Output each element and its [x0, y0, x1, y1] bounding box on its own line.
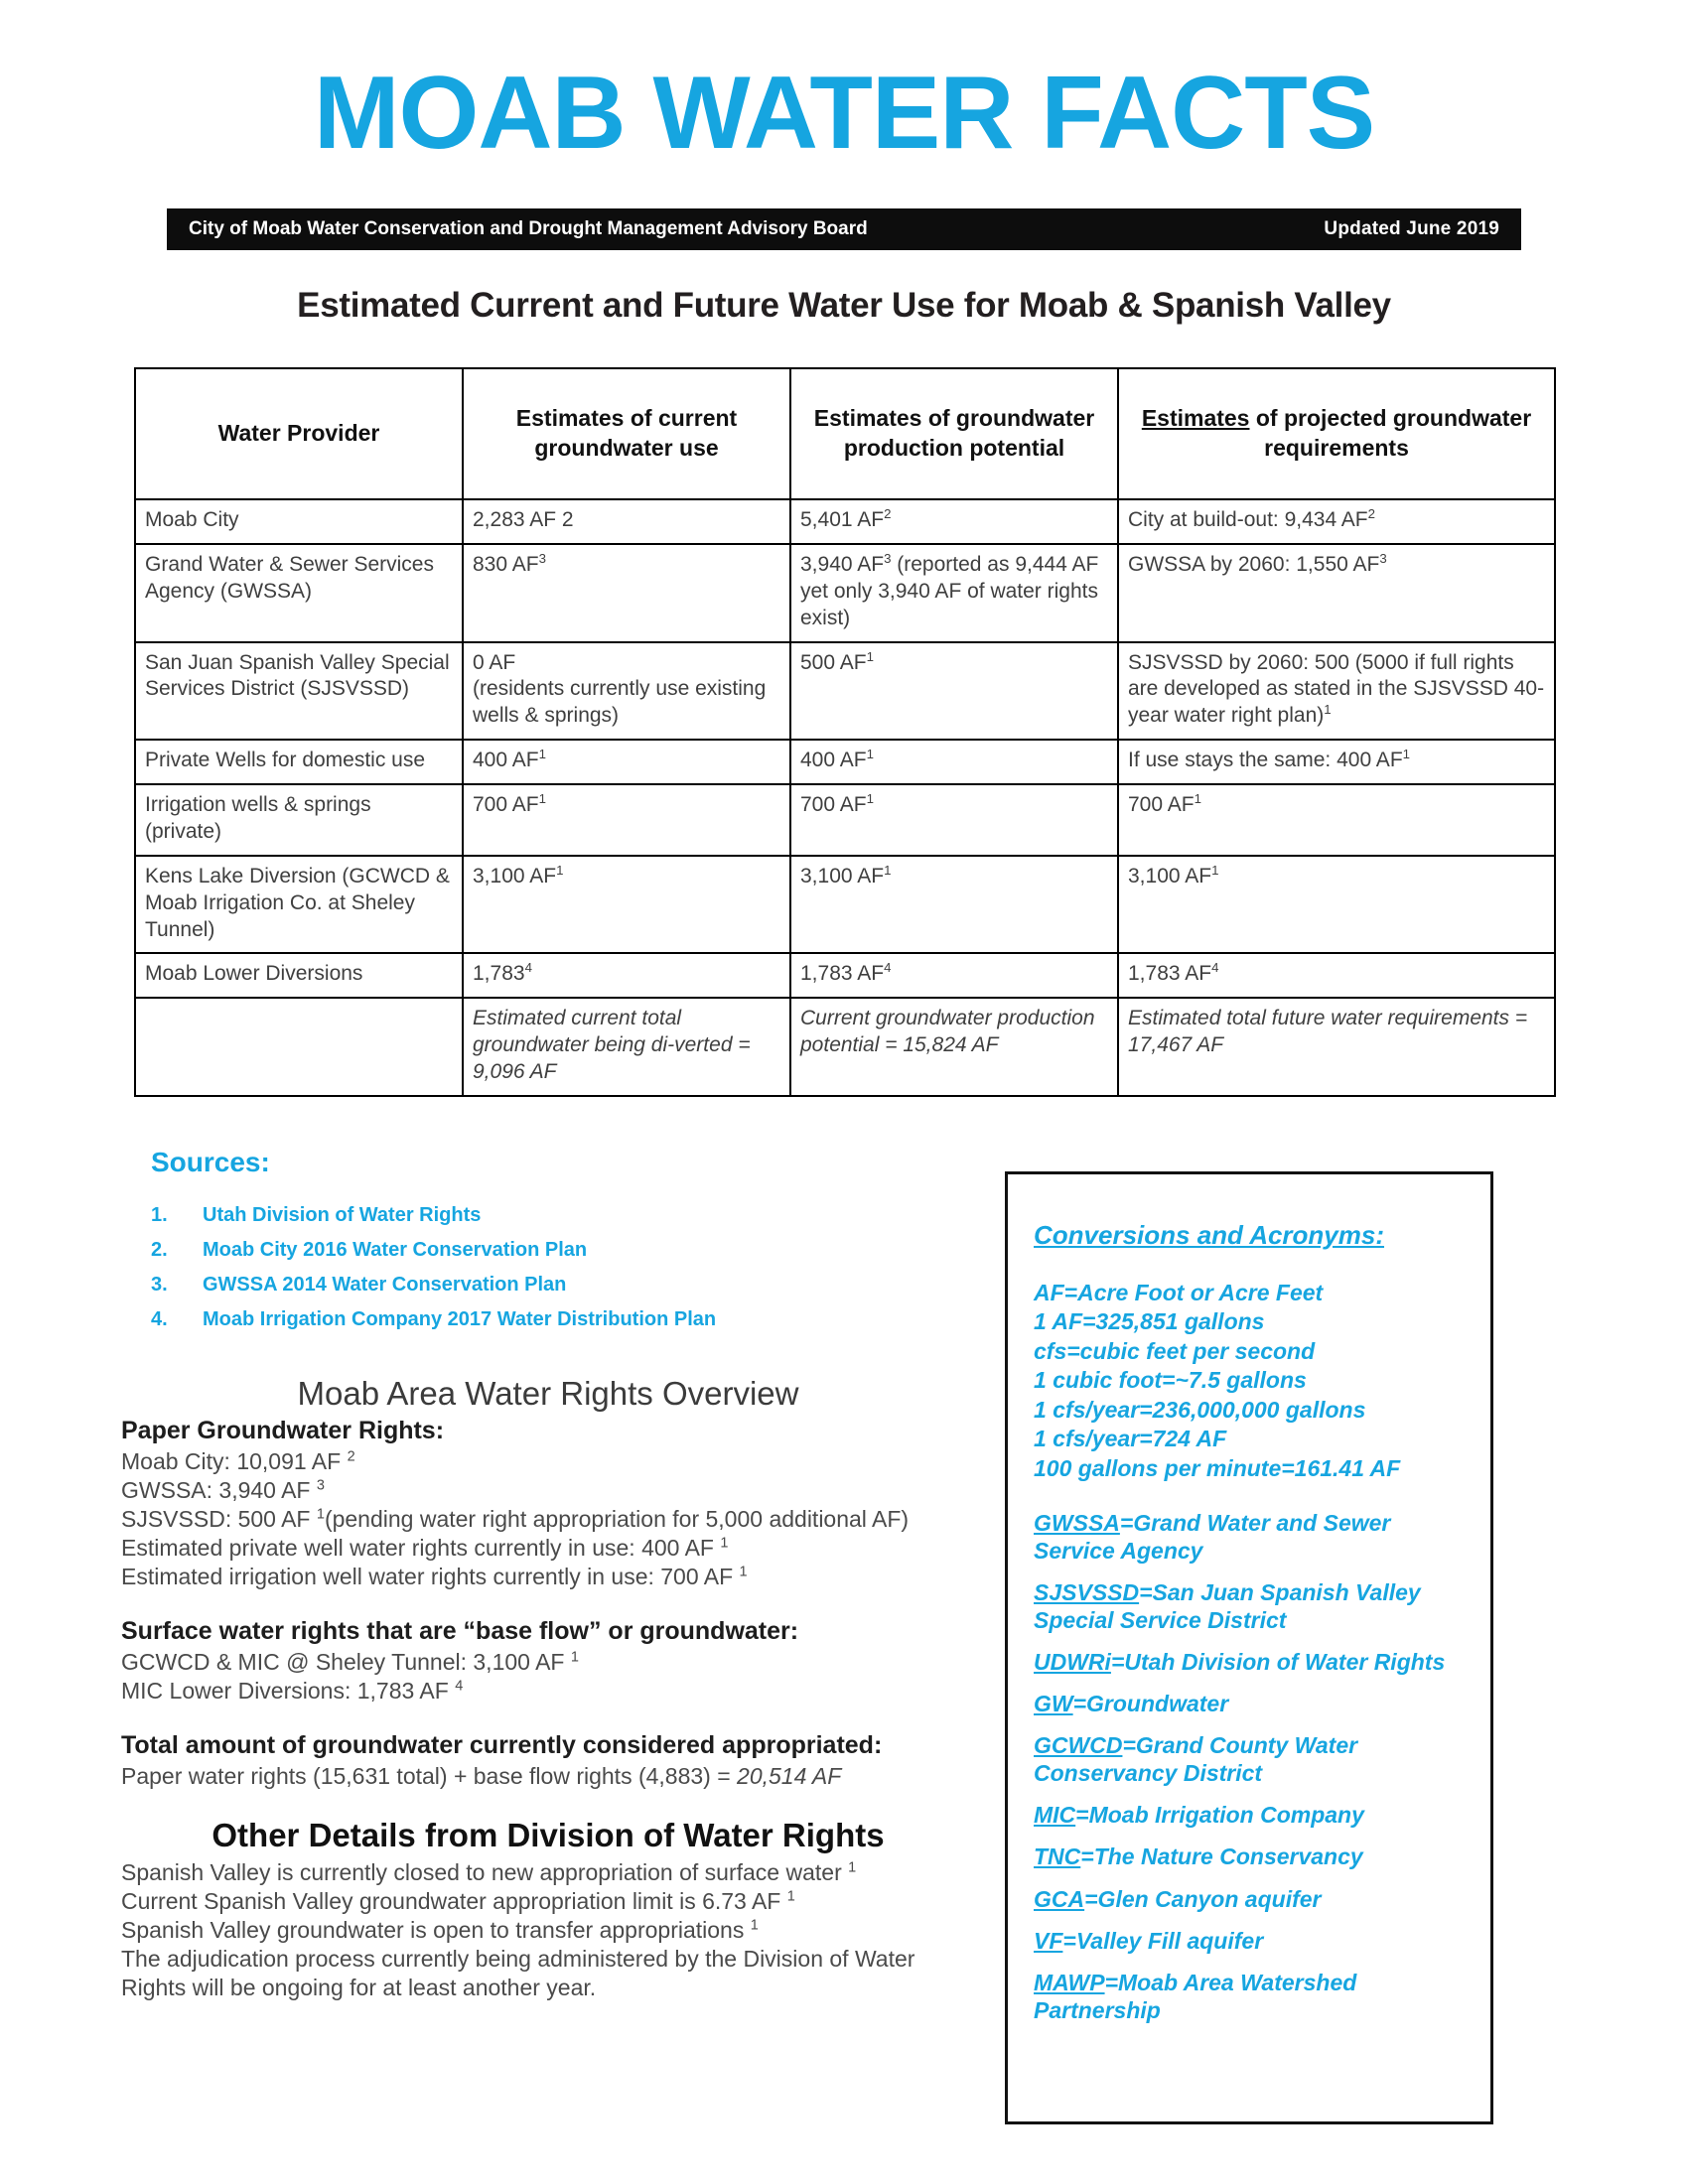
sources-title: Sources: [151, 1147, 270, 1177]
cell-current-use: 3,100 $AF^1$ [463, 856, 790, 954]
acronym-value: =Moab Area Watershed Partnership [1034, 1969, 1357, 2023]
sources-section [151, 1147, 965, 1343]
cell-projected-requirements: City at build-out: 9,434 $AF^2$ [1118, 499, 1555, 544]
page-title: MOAB WATER FACTS [313, 56, 1375, 171]
conversions-list [1034, 1279, 1465, 1483]
col-header-production-potential: Estimates of groundwater production potential [790, 368, 1118, 499]
sources-list [151, 1204, 965, 1331]
col-header-current-use: Estimates of current groundwater use [463, 368, 790, 499]
paper-rights-line: SJSVSSD: 500 AF $^1$(pending water right appropriation for 5,000 additional AF) [121, 1505, 910, 1532]
acronym-line [1034, 1843, 1465, 1870]
conversions-acronyms-box [1005, 1171, 1493, 2124]
cell-production-potential: 3,100 $AF^1$ [790, 856, 1118, 954]
spacer [121, 1706, 975, 1731]
acronym-value: =Glen Canyon aquifer [1084, 1885, 1322, 1912]
total-appropriated-label: Total amount of groundwater currently considered appropriated: [121, 1730, 883, 1759]
table-row [135, 856, 1555, 954]
spacer [1034, 1483, 1465, 1509]
cell-provider: San Juan Spanish Valley Special Services District (SJSVSSD) [135, 642, 463, 741]
paper-rights-line: Estimated irrigation well water rights currently in use: 700 AF $^1$ [121, 1563, 748, 1589]
paper-rights-lines [121, 1447, 975, 1591]
source-list-item [151, 1204, 965, 1227]
acronym-key: MAWP [1034, 1969, 1105, 1995]
total-head: Paper water rights (15,631 total) + base flow rights (4,883) = [121, 1762, 738, 1789]
source-number: 3. [151, 1274, 168, 1296]
cell-current-use: 400 $AF^1$ [463, 740, 790, 784]
acronym-key: VF [1034, 1927, 1063, 1954]
surface-rights-line: MIC Lower Diversions: 1,783 AF $^4$ [121, 1677, 464, 1704]
conversion-line: 100 gallons per minute=161.41 AF [1034, 1454, 1401, 1481]
banner [167, 208, 1521, 250]
acronym-key: GW [1034, 1691, 1073, 1717]
surface-rights-label: Surface water rights that are “base flow” or groundwater: [121, 1616, 799, 1645]
paper-rights-line: GWSSA: 3,940 AF $^3$ [121, 1476, 325, 1503]
section-subtitle: Estimated Current and Future Water Use for Moab & Spanish Valley [297, 286, 1391, 325]
conversions-box-title: Conversions and Acronyms: [1034, 1220, 1385, 1250]
acronym-value: =Groundwater [1072, 1691, 1229, 1717]
cell-current-use: 1,783$^4$ [463, 953, 790, 998]
cell-production-potential: 500 $AF^1$ [790, 642, 1118, 741]
table-row [135, 784, 1555, 856]
acronym-line [1034, 1927, 1465, 1955]
cell-current-use: 830 $AF^3$ [463, 544, 790, 642]
banner-updated-date: Updated June 2019 [1324, 218, 1499, 239]
acronym-key: UDWRi [1034, 1649, 1111, 1676]
cell-projected-requirements: 700 $AF^1$ [1118, 784, 1555, 856]
acronym-value: =The Nature Conservancy [1080, 1843, 1363, 1870]
conversion-line: 1 cfs/year=724 AF [1034, 1426, 1227, 1452]
table-body [135, 499, 1555, 1096]
table-row [135, 544, 1555, 642]
acronym-key: SJSVSSD [1034, 1579, 1140, 1606]
cell-summary-current: Estimated current total groundwater being di-verted = 9,096 AF [463, 998, 790, 1096]
acronym-line [1034, 1509, 1465, 1565]
source-number: 2. [151, 1239, 168, 1261]
overview-heading: Moab Area Water Rights Overview [297, 1375, 799, 1412]
acronyms-list [1034, 1509, 1465, 2024]
other-details-line: Spanish Valley groundwater is open to transfer appropriations $^1$ [121, 1916, 759, 1943]
water-use-table-wrap [134, 367, 1554, 1097]
cell-provider: Grand Water & Sewer Services Agency (GWSSA) [135, 544, 463, 642]
source-number: 4. [151, 1308, 168, 1330]
cell-current-use: 0 AF (residents currently use existing wells & springs) [463, 642, 790, 741]
source-list-item [151, 1308, 965, 1331]
left-column [121, 1375, 975, 2002]
acronym-key: MIC [1034, 1802, 1076, 1829]
table-row [135, 642, 1555, 741]
conversion-line: 1 cubic foot=~7.5 gallons [1034, 1367, 1307, 1394]
table-row [135, 740, 1555, 784]
acronym-key: TNC [1034, 1843, 1081, 1870]
conversion-line: cfs=cubic feet per second [1034, 1337, 1316, 1364]
paper-rights-line: Estimated private well water rights currently in use: 400 AF $^1$ [121, 1534, 729, 1561]
acronym-key: GWSSA [1034, 1510, 1120, 1537]
acronym-key: GCWCD [1034, 1732, 1123, 1759]
acronym-line [1034, 1801, 1465, 1829]
surface-rights-lines [121, 1648, 975, 1706]
paper-rights-line: Moab City: 10,091 AF $^2$ [121, 1448, 355, 1474]
total-value: 20,514 AF [737, 1762, 842, 1789]
acronym-value: =Valley Fill aquifer [1062, 1927, 1264, 1954]
source-label: Utah Division of Water Rights [203, 1204, 482, 1226]
acronym-key: GCA [1034, 1885, 1085, 1912]
source-list-item [151, 1274, 965, 1297]
cell-projected-requirements: 1,783 $AF^4$ [1118, 953, 1555, 998]
conversion-line: AF=Acre Foot or Acre Feet [1034, 1280, 1324, 1305]
cell-provider: Moab Lower Diversions [135, 953, 463, 998]
cell-production-potential: 400 $AF^1$ [790, 740, 1118, 784]
source-number: 1. [151, 1204, 168, 1226]
masthead [0, 0, 1688, 171]
table-row [135, 953, 1555, 998]
cell-projected-requirements: SJSVSSD by 2060: 500 (5000 if full rights are developed as stated in the SJSVSSD 40-year water right plan)$^1$ [1118, 642, 1555, 741]
acronym-value: =Grand Water and Sewer Service Agency [1034, 1510, 1391, 1565]
acronym-line [1034, 1969, 1465, 2024]
surface-rights-line: GCWCD & MIC @ Sheley Tunnel: 3,100 AF $^1$ [121, 1648, 579, 1675]
cell-production-potential: 3,940 $AF^3$ (reported as 9,444 AF yet only 3,940 AF of water rights exist) [790, 544, 1118, 642]
acronym-line [1034, 1731, 1465, 1787]
cell-current-use: 2,283 AF 2 [463, 499, 790, 544]
acronym-value: =Grand County Water Conservancy District [1034, 1732, 1358, 1787]
cell-projected-requirements: GWSSA by 2060: 1,550 $AF^3$ [1118, 544, 1555, 642]
cell-summary-projected: Estimated total future water requirements = 17,467 AF [1118, 998, 1555, 1096]
table-summary-row [135, 998, 1555, 1096]
banner-org-name: City of Moab Water Conservation and Drought Management Advisory Board [189, 218, 868, 239]
water-use-table [134, 367, 1556, 1097]
cell-production-potential: 1,783 $AF^4$ [790, 953, 1118, 998]
source-label: Moab City 2016 Water Conservation Plan [203, 1239, 588, 1261]
acronym-line [1034, 1648, 1465, 1676]
other-details-line: The adjudication process currently being administered by the Division of Water Rights will be ongoing for at least another year. [121, 1945, 915, 2000]
cell-production-potential: 5,401 $AF^2$ [790, 499, 1118, 544]
source-list-item [151, 1239, 965, 1262]
cell-summary-potential: Current groundwater production potential = 15,824 AF [790, 998, 1118, 1096]
acronym-line [1034, 1885, 1465, 1913]
cell-summary-provider [135, 998, 463, 1096]
source-label: GWSSA 2014 Water Conservation Plan [203, 1274, 567, 1296]
paper-rights-label: Paper Groundwater Rights: [121, 1417, 445, 1444]
source-label: Moab Irrigation Company 2017 Water Distribution Plan [203, 1308, 717, 1330]
acronym-value: =Moab Irrigation Company [1075, 1802, 1364, 1829]
col-header-projected-requirements: Estimates of projected groundwater requirements [1118, 368, 1555, 499]
total-appropriated-line [121, 1762, 975, 1791]
table-header-row [135, 368, 1555, 499]
acronym-value: =Utah Division of Water Rights [1110, 1649, 1446, 1676]
acronym-line [1034, 1690, 1465, 1717]
acronym-line [1034, 1578, 1465, 1634]
cell-production-potential: 700 $AF^1$ [790, 784, 1118, 856]
cell-provider: Kens Lake Diversion (GCWCD & Moab Irrigation Co. at Sheley Tunnel) [135, 856, 463, 954]
cell-provider: Private Wells for domestic use [135, 740, 463, 784]
cell-provider: Moab City [135, 499, 463, 544]
cell-projected-requirements: 3,100 $AF^1$ [1118, 856, 1555, 954]
other-details-line: Spanish Valley is currently closed to new appropriation of surface water $^1$ [121, 1858, 857, 1885]
acronym-value: =San Juan Spanish Valley Special Service District [1034, 1579, 1421, 1634]
other-details-line: Current Spanish Valley groundwater appropriation limit is 6.73 AF $^1$ [121, 1887, 795, 1914]
col-header-provider: Water Provider [135, 368, 463, 499]
cell-provider: Irrigation wells & springs (private) [135, 784, 463, 856]
spacer [121, 1591, 975, 1617]
table-row [135, 499, 1555, 544]
cell-projected-requirements: If use stays the same: 400 $AF^1$ [1118, 740, 1555, 784]
other-details-lines [121, 1858, 975, 2002]
conversion-line: 1 cfs/year=236,000,000 gallons [1034, 1396, 1366, 1423]
spacer [121, 1791, 975, 1817]
cell-current-use: 700 $AF^1$ [463, 784, 790, 856]
conversion-line: 1 AF=325,851 gallons [1034, 1308, 1265, 1335]
other-details-heading: Other Details from Division of Water Rights [211, 1816, 885, 1853]
